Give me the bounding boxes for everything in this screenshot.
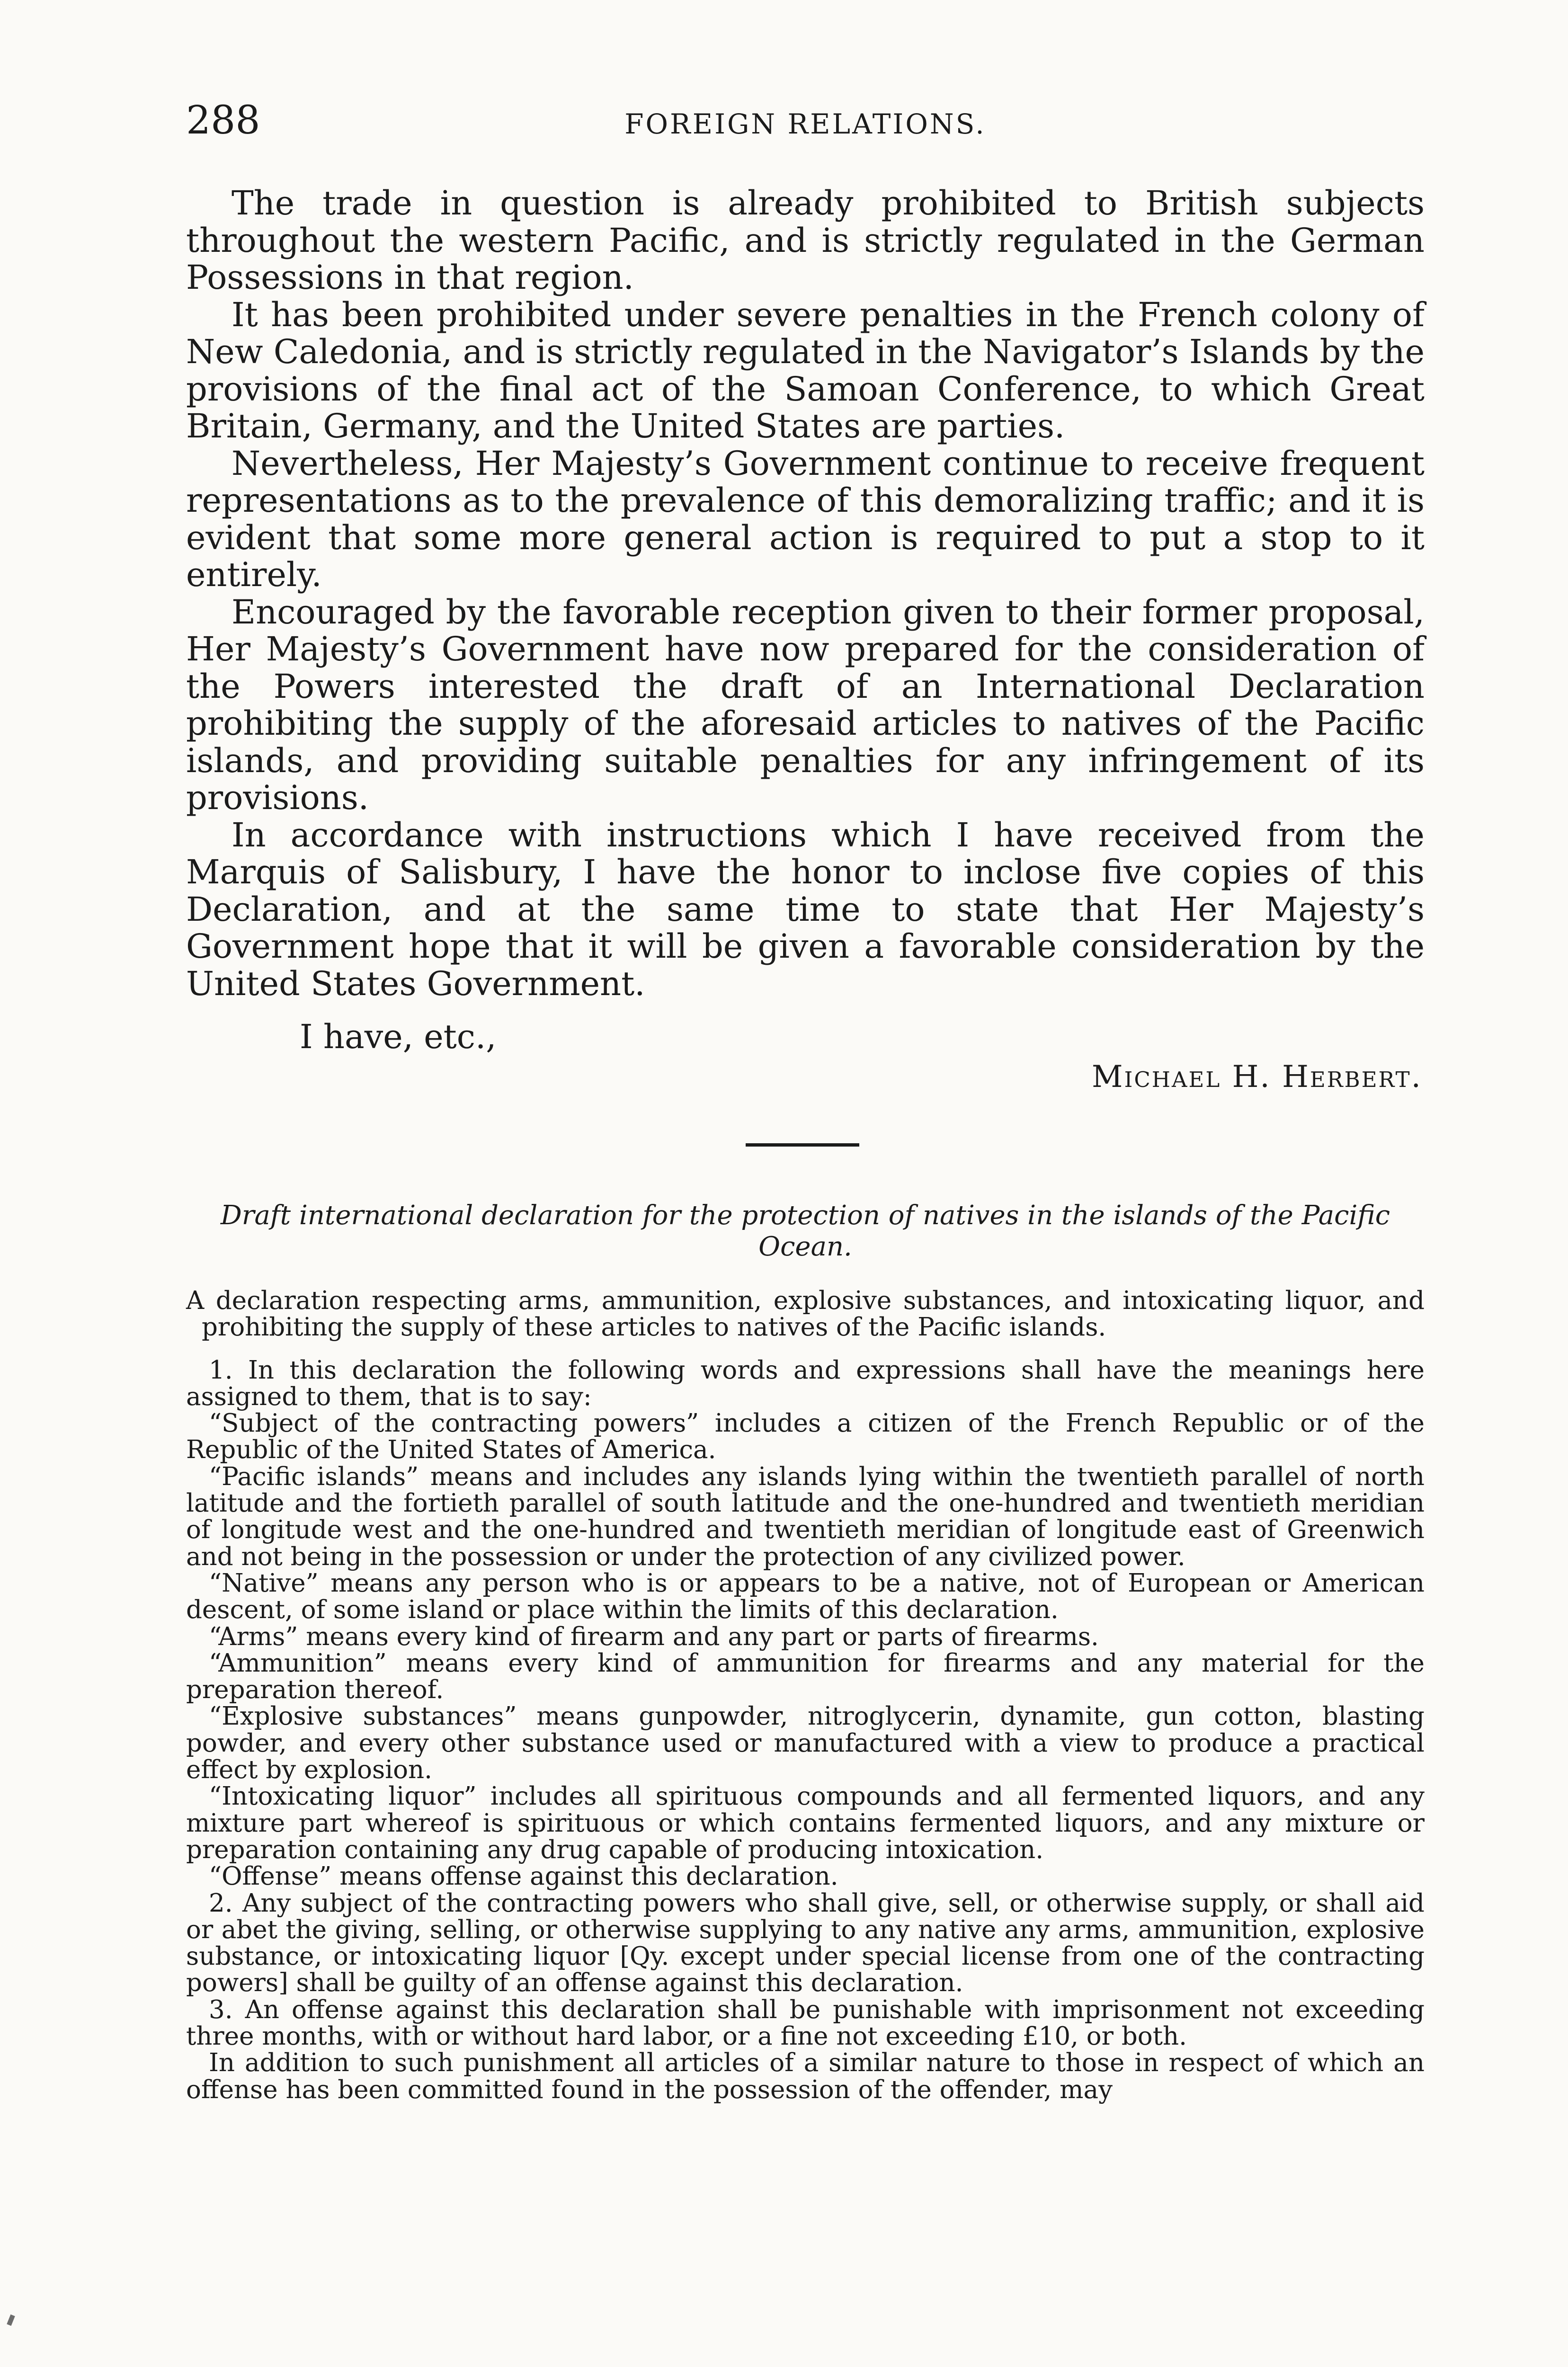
declaration-paragraph: “Explosive substances” means gunpowder, nitroglycerin, dynamite, gun cotton, blasting powder, and every other substance used or manufactured with a view to produce a practical effect by explosion. — [186, 1702, 1425, 1785]
declaration-paragraph: “Pacific islands” means and includes any islands lying within the twentieth parallel of north latitude and the fortieth parallel of south latitude and the one-hundred and twentieth meridian of longitude west and the one-hundred and twentieth meridian of longitude east of Greenwich and not being in the possession or under the protection of any civilized power. — [186, 1462, 1425, 1571]
draft-title: Draft international declaration for the protection of natives in the islands of the Pacific Ocean. — [220, 1200, 1390, 1262]
declaration-paragraph: “Offense” means offense against this declaration. — [209, 1862, 838, 1891]
declaration-paragraph: “Arms” means every kind of firearm and any part or parts of firearms. — [209, 1622, 1099, 1651]
declaration-body — [186, 1288, 1425, 2103]
declaration-paragraph: “Ammunition” means every kind of ammunition for firearms and any material for the preparation thereof. — [186, 1648, 1425, 1705]
declaration-paragraph: 2. Any subject of the contracting powers who shall give, sell, or otherwise supply, or shall aid or abet the giving, selling, or otherwise supplying to any native any arms, ammunition, explosive substance, or intoxicating liquor [Qy. except under special license from one of the contracting powers] shall be guilty of an offense against this declaration. — [186, 1888, 1425, 1998]
declaration-paragraph: 1. In this declaration the following words and expressions shall have the meanings here assigned to them, that is to say: — [186, 1355, 1425, 1411]
declaration-paragraph: “Native” means any person who is or appears to be a native, not of European or American descent, of some island or place within the limits of this declaration. — [186, 1568, 1425, 1625]
section-divider — [746, 1143, 859, 1147]
letter-closing: I have, etc., — [300, 1017, 497, 1056]
declaration-paragraph: “Subject of the contracting powers” includes a citizen of the French Republic or of the Republic of the United States of America. — [186, 1409, 1425, 1465]
declaration-paragraph: In addition to such punishment all articles of a similar nature to those in respect of which an offense has been committed found in the possession of the offender, may — [186, 2048, 1425, 2104]
declaration-paragraph: 3. An offense against this declaration shall be punishable with imprisonment not exceeding three months, with or without hard labor, or a fine not exceeding £10, or both. — [186, 1995, 1425, 2051]
page-header — [186, 95, 1425, 156]
signature: Michael H. Herbert. — [1092, 1059, 1422, 1095]
letter-paragraph: In accordance with instructions which I have received from the Marquis of Salisbury, I have the honor to inclose five copies of this Declaration, and at the same time to state that Her Majesty’s Government hope that it will be given a favorable consideration by the United States Government. — [186, 815, 1425, 1003]
letter-paragraph: Nevertheless, Her Majesty’s Government continue to receive frequent representations as to the prevalence of this demoralizing traffic; and it is evident that some more general action is required to put a stop to it entirely. — [186, 444, 1425, 594]
letter-paragraph: Encouraged by the favorable reception given to their former proposal, Her Majesty’s Government have now prepared for the consideration of the Powers interested the draft of an International Declaration prohibiting the supply of the aforesaid articles to natives of the Pacific islands, and providing suitable penalties for any infringement of its provisions. — [186, 592, 1425, 817]
running-head: FOREIGN RELATIONS. — [624, 108, 986, 140]
letter-paragraph: It has been prohibited under severe penalties in the French colony of New Caledonia, and is strictly regulated in the Navigator’s Islands by the provisions of the final act of the Samoan Conference, to which Great Britain, Germany, and the United States are parties. — [186, 295, 1425, 445]
letter-body — [186, 185, 1425, 1002]
scan-speck — [7, 2314, 15, 2326]
declaration-paragraph: “Intoxicating liquor” includes all spirituous compounds and all fermented liquors, and any mixture part whereof is spirituous or which contains fermented liquors, and any mixture or preparation containing any drug capable of producing intoxication. — [186, 1782, 1425, 1864]
letter-paragraph: The trade in question is already prohibited to British subjects throughout the western Pacific, and is strictly regulated in the German Possessions in that region. — [186, 184, 1425, 297]
page-number: 288 — [186, 98, 260, 143]
declaration-paragraph: A declaration respecting arms, ammunition, explosive substances, and intoxicating liquor, and prohibiting the supply of these articles to natives of the Pacific islands. — [186, 1286, 1425, 1342]
